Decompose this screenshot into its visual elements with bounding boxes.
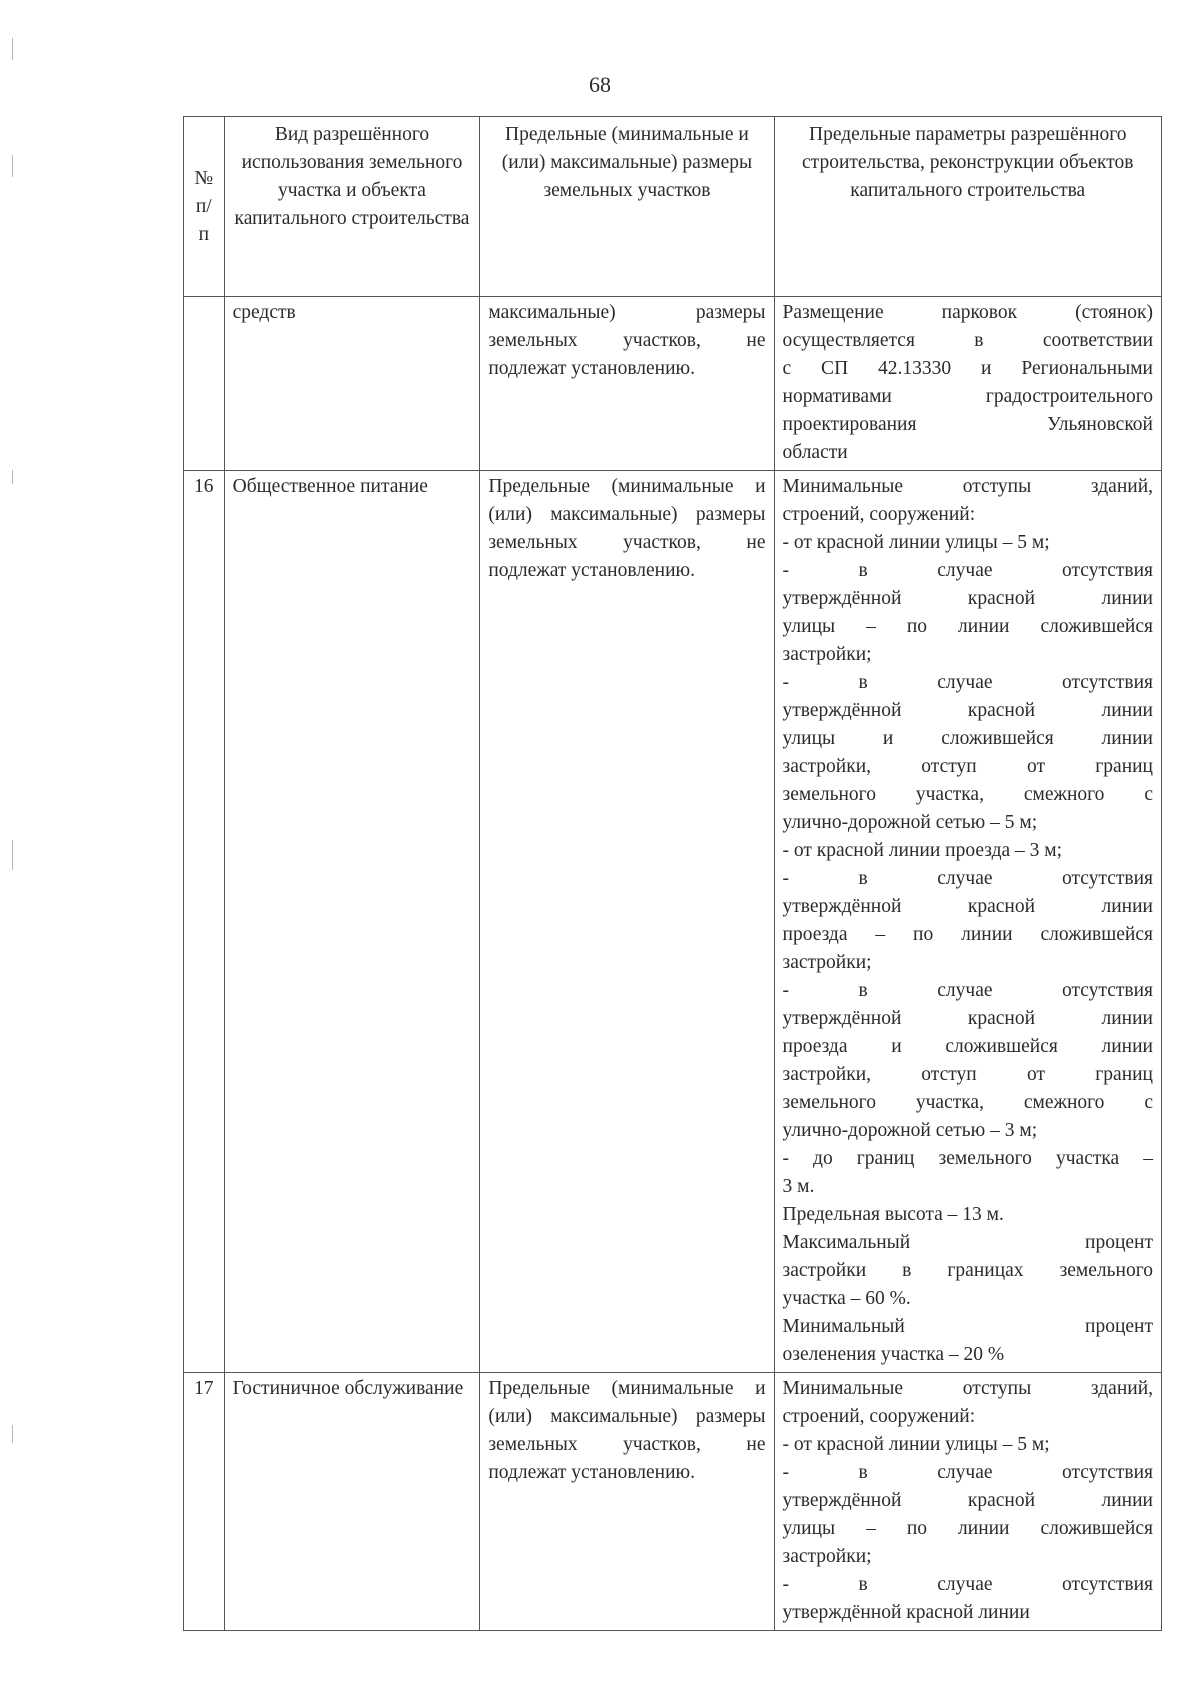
param-line: застройки, отступ от границ — [782, 1064, 1153, 1085]
param-line: строений, сооружений: — [782, 504, 976, 525]
row-use-kind: Гостиничное обслуживание — [224, 1373, 480, 1631]
param-line: - до границ земельного участка – — [782, 1148, 1153, 1169]
table-row — [184, 297, 1162, 471]
param-line: земельного участка, смежного с — [782, 784, 1153, 805]
param-line: земельного участка, смежного с — [782, 1092, 1153, 1113]
param-line: застройки в границах земельного — [782, 1260, 1153, 1281]
param-line: улицы и сложившейся линии — [782, 728, 1153, 749]
row-build-params — [774, 297, 1161, 471]
row-plot-size: Предельные (минимальные и (или) максимальные) размеры земельных участков, не подлежат установлению. — [480, 471, 774, 1373]
param-line: улицы – по линии сложившейся — [782, 616, 1153, 637]
scan-edge-mark — [12, 470, 13, 484]
row-plot-size: максимальные) размеры земельных участков, не подлежат установлению. — [480, 297, 774, 471]
param-line: застройки; — [782, 1546, 872, 1567]
header-build-params: Предельные параметры разрешённого строительства, реконструкции объектов капитального строительства — [774, 117, 1161, 297]
param-line: застройки, отступ от границ — [782, 756, 1153, 777]
param-line: области — [782, 442, 848, 463]
param-line: - в случае отсутствия — [782, 868, 1153, 889]
param-line: - от красной линии улицы – 5 м; — [782, 1434, 1050, 1455]
row-build-params — [774, 1373, 1161, 1631]
param-line: утверждённой красной линии — [782, 896, 1153, 917]
row-number — [184, 297, 225, 471]
param-line: строений, сооружений: — [782, 1406, 976, 1427]
param-line: - от красной линии проезда – 3 м; — [782, 840, 1063, 861]
param-line: улицы – по линии сложившейся — [782, 1518, 1153, 1539]
scan-edge-mark — [12, 38, 13, 60]
row-use-kind: средств — [224, 297, 480, 471]
row-use-kind: Общественное питание — [224, 471, 480, 1373]
param-line: застройки; — [782, 644, 872, 665]
param-line: Минимальные отступы зданий, — [782, 476, 1153, 497]
param-line: улично-дорожной сетью – 3 м; — [782, 1120, 1038, 1141]
page-number: 68 — [589, 72, 611, 97]
param-line: Предельная высота – 13 м. — [782, 1204, 1004, 1225]
param-line: озеленения участка – 20 % — [782, 1344, 1005, 1365]
param-line: утверждённой красной линии — [782, 1490, 1153, 1511]
scan-edge-mark — [12, 1425, 13, 1443]
param-line: утверждённой красной линии — [782, 588, 1153, 609]
param-line: - в случае отсутствия — [782, 560, 1153, 581]
land-use-table — [183, 116, 1162, 1631]
param-line: улично-дорожной сетью – 5 м; — [782, 812, 1038, 833]
scan-edge-mark — [12, 155, 13, 177]
param-line: утверждённой красной линии — [782, 1008, 1153, 1029]
header-use-kind: Вид разрешённого использования земельного участка и объекта капитального строительства — [224, 117, 480, 297]
param-line: участка – 60 %. — [782, 1288, 911, 1309]
row-number: 17 — [184, 1373, 225, 1631]
param-line: - от красной линии улицы – 5 м; — [782, 532, 1050, 553]
row-number: 16 — [184, 471, 225, 1373]
param-line: застройки; — [782, 952, 872, 973]
param-line: проезда – по линии сложившейся — [782, 924, 1153, 945]
table-header-row — [184, 117, 1162, 297]
table-row — [184, 471, 1162, 1373]
param-line: Размещение парковок (стоянок) — [782, 302, 1153, 323]
param-line: осуществляется в соответствии — [782, 330, 1153, 351]
scan-edge-mark — [12, 840, 13, 870]
param-line: - в случае отсутствия — [782, 1462, 1153, 1483]
param-line: нормативами градостроительного — [782, 386, 1153, 407]
param-line: 3 м. — [782, 1176, 815, 1197]
row-plot-size: Предельные (минимальные и (или) максимальные) размеры земельных участков, не подлежат установлению. — [480, 1373, 774, 1631]
param-line: проектирования Ульяновской — [782, 414, 1153, 435]
param-line: - в случае отсутствия — [782, 672, 1153, 693]
param-line: Максимальный процент — [782, 1232, 1153, 1253]
header-plot-size: Предельные (минимальные и (или) максимальные) размеры земельных участков — [480, 117, 774, 297]
param-line: - в случае отсутствия — [782, 980, 1153, 1001]
param-line: проезда и сложившейся линии — [782, 1036, 1153, 1057]
param-line: Минимальные отступы зданий, — [782, 1378, 1153, 1399]
header-number: № п/п — [184, 117, 225, 297]
param-line: Минимальный процент — [782, 1316, 1153, 1337]
param-line: утверждённой красной линии — [782, 700, 1153, 721]
param-line: утверждённой красной линии — [782, 1602, 1030, 1623]
param-line: с СП 42.13330 и Региональными — [782, 358, 1153, 379]
param-line: - в случае отсутствия — [782, 1574, 1153, 1595]
table-row — [184, 1373, 1162, 1631]
row-build-params — [774, 471, 1161, 1373]
